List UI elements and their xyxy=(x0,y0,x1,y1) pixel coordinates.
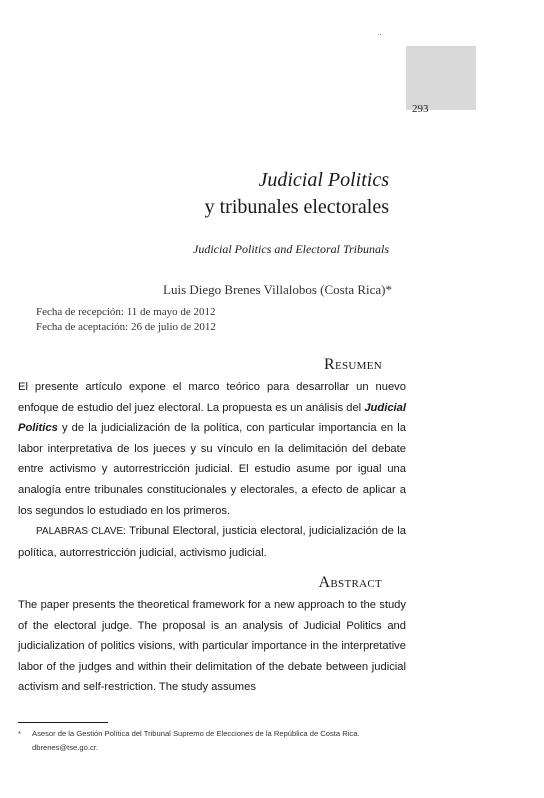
footnote-mark: * xyxy=(18,729,21,738)
keywords-text: Tribunal Electoral, justicia electoral, judicialización de la política, autorrestricción judicial, activismo judicial. xyxy=(18,525,406,559)
footnote xyxy=(18,727,410,755)
page-number-tab xyxy=(406,46,476,110)
author: Luis Diego Brenes Villalobos (Costa Rica)* xyxy=(163,282,392,297)
english-title: Judicial Politics and Electoral Tribunals xyxy=(193,242,389,256)
page-number: 293 xyxy=(412,103,429,115)
dates-block xyxy=(36,305,216,335)
received-date: Fecha de recepción: 11 de mayo de 2012 xyxy=(36,306,216,318)
footnote-line-1: Asesor de la Gestión Política del Tribunal Supremo de Elecciones de la República de Costa Rica. xyxy=(32,729,360,738)
resumen-paragraph: El presente artículo expone el marco teórico para desarrollar un nuevo enfoque de estudio del juez electoral. La propuesta es un análisis del Judicial Politics y de la judicialización de la política, con particular importancia en la labor interpretativa de los jueces y su vínculo en la delimitación del debate entre activismo y autorrestricción judicial. El estudio asume por igual una analogía entre tribunales constitucionales y electorales, a efecto de aplicar a los segundos lo estudiado en los primeros. xyxy=(18,381,406,517)
keywords-paragraph xyxy=(18,521,406,563)
keywords-label: PALABRAS CLAVE: xyxy=(36,526,126,538)
footnote-line-2: dbrenes@tse.go.cr. xyxy=(32,743,98,752)
stray-mark xyxy=(380,34,381,35)
abstract-paragraph: The paper presents the theoretical framework for a new approach to the study of the electoral judge. The proposal is an analysis of Judicial Politics and judicialization of politics visions, with particular importance in the interpretative labor of the judges and within their delimitation of the debate between judicial activism and self-restriction. The study assumes xyxy=(18,599,406,694)
resumen-emphasis: Judicial Politics xyxy=(18,401,406,435)
accepted-date: Fecha de aceptación: 26 de julio de 2012 xyxy=(36,321,216,333)
footnote-rule xyxy=(18,722,108,723)
abstract-body xyxy=(18,595,406,698)
resumen-body xyxy=(18,377,406,563)
resumen-heading: Resumen xyxy=(324,356,382,373)
title-line-2: y tribunales electorales xyxy=(204,196,389,218)
title-line-1: Judicial Politics xyxy=(258,169,389,191)
abstract-heading: Abstract xyxy=(318,574,382,591)
